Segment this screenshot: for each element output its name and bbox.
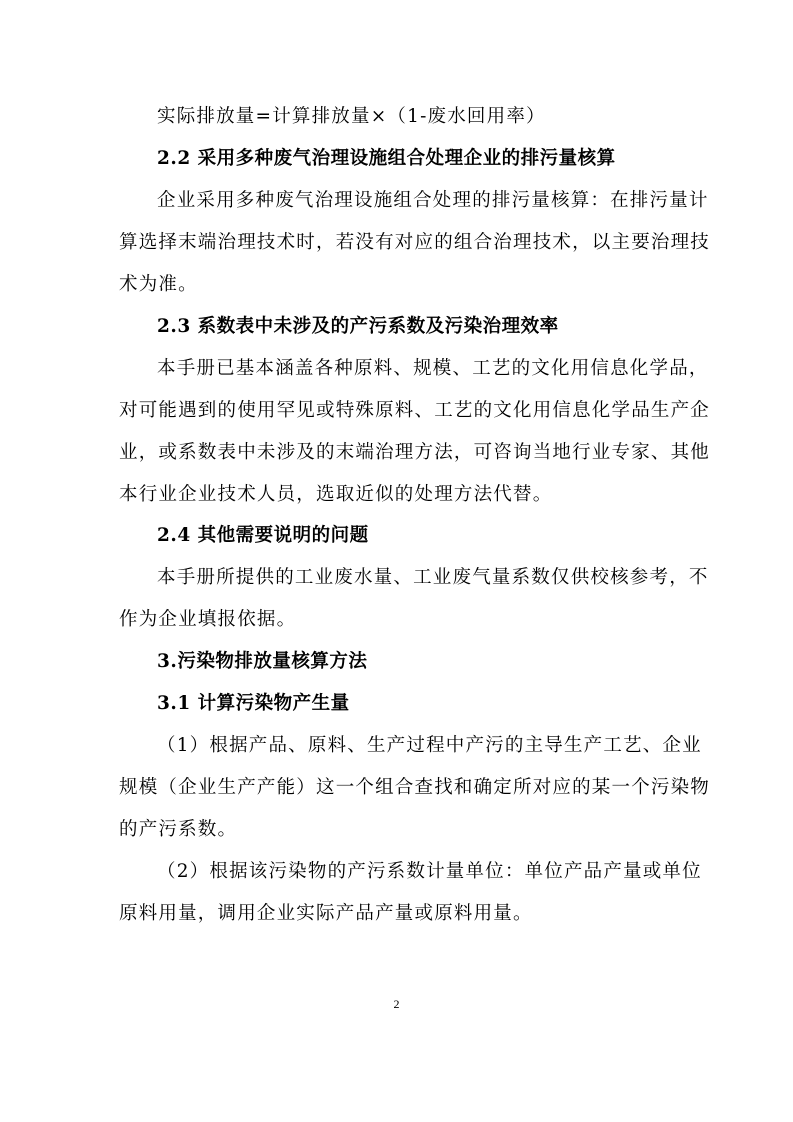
- section-heading-2-4: 2.4 其他需要说明的问题: [157, 525, 369, 546]
- paragraph-line: 本手册已基本涵盖各种原料、规模、工艺的文化用信息化学品，: [157, 358, 709, 379]
- paragraph-line: 本行业企业技术人员，选取近似的处理方法代替。: [119, 484, 553, 505]
- paragraph-line: 术为准。: [119, 274, 198, 295]
- section-heading-2-3: 2.3 系数表中未涉及的产污系数及污染治理效率: [157, 316, 559, 337]
- paragraph-line: 算选择末端治理技术时，若没有对应的组合治理技术，以主要治理技: [119, 232, 711, 253]
- page-number: 2: [393, 997, 400, 1011]
- paragraph-line: （1）根据产品、原料、生产过程中产污的主导生产工艺、企业: [157, 735, 702, 756]
- paragraph-line: 作为企业填报依据。: [119, 609, 297, 630]
- paragraph-line: 对可能遇到的使用罕见或特殊原料、工艺的文化用信息化学品生产企: [119, 400, 711, 421]
- paragraph-line: 业，或系数表中未涉及的末端治理方法，可咨询当地行业专家、其他: [119, 442, 711, 463]
- paragraph-line: 规模（企业生产产能）这一个组合查找和确定所对应的某一个污染物: [119, 777, 711, 798]
- section-heading-3: 3.污染物排放量核算方法: [157, 651, 368, 672]
- formula-line: 实际排放量=计算排放量×（1-废水回用率）: [157, 106, 546, 127]
- section-heading-3-1: 3.1 计算污染物产生量: [157, 693, 350, 714]
- paragraph-line: 本手册所提供的工业废水量、工业废气量系数仅供校核参考，不: [157, 567, 709, 588]
- paragraph-line: 原料用量，调用企业实际产品产量或原料用量。: [119, 903, 533, 924]
- paragraph-line: 企业采用多种废气治理设施组合处理的排污量核算：在排污量计: [157, 190, 709, 211]
- paragraph-line: 的产污系数。: [119, 819, 238, 840]
- section-heading-2-2: 2.2 采用多种废气治理设施组合处理企业的排污量核算: [157, 148, 616, 169]
- paragraph-line: （2）根据该污染物的产污系数计量单位：单位产品产量或单位: [157, 861, 702, 882]
